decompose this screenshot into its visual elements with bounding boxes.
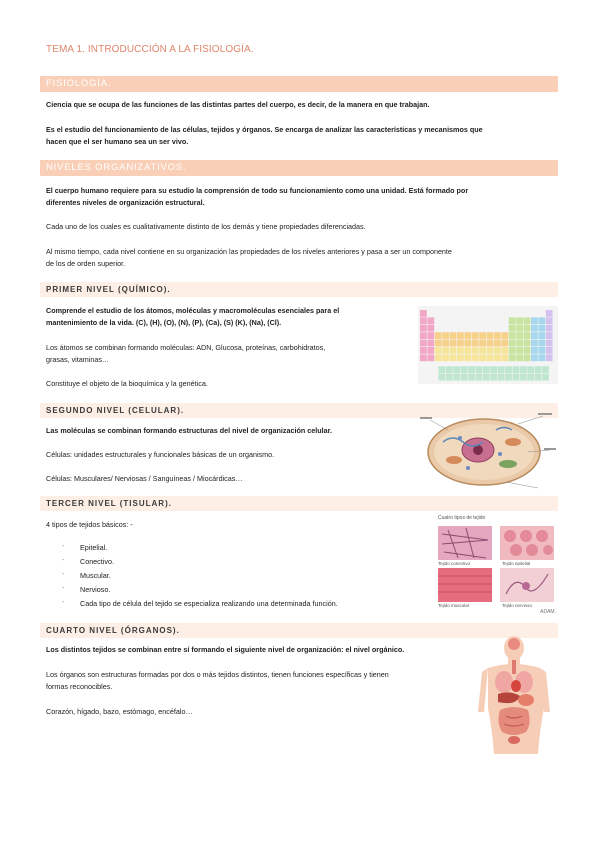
periodic-table-cell bbox=[479, 332, 486, 339]
periodic-table-cell bbox=[527, 366, 534, 373]
subsection-heading-cuarto: CUARTO NIVEL (ÓRGANOS). bbox=[40, 623, 558, 638]
periodic-table-cell bbox=[446, 366, 453, 373]
periodic-table-cell bbox=[435, 340, 442, 347]
periodic-table-cell bbox=[457, 347, 464, 354]
periodic-table-cell bbox=[538, 354, 545, 361]
periodic-table-cell bbox=[516, 317, 523, 324]
primer-paragraph-1a: Comprende el estudio de los átomos, moléculas y macromoléculas esenciales para el bbox=[46, 306, 340, 315]
periodic-table-cell bbox=[420, 317, 427, 324]
periodic-table-cell bbox=[524, 317, 531, 324]
fisiologia-paragraph-2b: hacen que el ser humano sea un ser vivo. bbox=[46, 137, 189, 146]
periodic-table-cell bbox=[509, 340, 516, 347]
periodic-table-cell bbox=[464, 347, 471, 354]
periodic-table-cell bbox=[457, 332, 464, 339]
periodic-table-cell bbox=[531, 325, 538, 332]
periodic-table-cell bbox=[453, 374, 460, 381]
periodic-table-cell bbox=[538, 325, 545, 332]
periodic-table-cell bbox=[420, 310, 427, 317]
subsection-heading-tercer: TERCER NIVEL (TISULAR). bbox=[40, 496, 558, 511]
periodic-table-cell bbox=[516, 332, 523, 339]
periodic-table-cell bbox=[490, 374, 497, 381]
periodic-table-cell bbox=[427, 332, 434, 339]
periodic-table-cell bbox=[461, 366, 468, 373]
periodic-table-cell bbox=[501, 332, 508, 339]
list-item-especializacion: Cada tipo de célula del tejido se especializa realizando una determinada función. bbox=[80, 599, 338, 608]
periodic-table-cell bbox=[442, 347, 449, 354]
tissue-label-conectivo: Tejido conectivo bbox=[438, 561, 471, 566]
section-heading-niveles: NIVELES ORGANIZATIVOS. bbox=[40, 160, 558, 176]
niveles-paragraph-3a: Al mismo tiempo, cada nivel contiene en su organización las propiedades de los niveles anteriores y pasa a ser un componente bbox=[46, 247, 452, 256]
periodic-table-cell bbox=[509, 332, 516, 339]
primer-paragraph-2b: grasas, vitaminas… bbox=[46, 355, 110, 364]
periodic-table-cell bbox=[464, 354, 471, 361]
periodic-table-cell bbox=[520, 374, 527, 381]
periodic-table-cell bbox=[472, 354, 479, 361]
list-item-epitelial: Epitelial. bbox=[80, 543, 108, 552]
periodic-table-cell bbox=[498, 366, 505, 373]
periodic-table-cell bbox=[453, 366, 460, 373]
periodic-table-cell bbox=[531, 332, 538, 339]
periodic-table-cell bbox=[509, 317, 516, 324]
periodic-table-cell bbox=[472, 347, 479, 354]
segundo-paragraph-3: Células: Musculares/ Nerviosas / Sanguíneas / Miocárdicas… bbox=[46, 474, 243, 483]
niveles-paragraph-1a: El cuerpo humano requiere para su estudio la comprensión de todo su funcionamiento como una unidad. Está formado por bbox=[46, 186, 469, 195]
periodic-table-cell bbox=[457, 354, 464, 361]
list-bullet: - bbox=[62, 543, 65, 550]
periodic-table-cell bbox=[501, 347, 508, 354]
periodic-table-cell bbox=[494, 340, 501, 347]
periodic-table-cell bbox=[524, 340, 531, 347]
periodic-table-cell bbox=[538, 317, 545, 324]
list-item-nervioso: Nervioso. bbox=[80, 585, 111, 594]
periodic-table-cell bbox=[476, 374, 483, 381]
periodic-table-cell bbox=[442, 332, 449, 339]
periodic-table-cell bbox=[450, 347, 457, 354]
periodic-table-cell bbox=[420, 340, 427, 347]
periodic-table-cell bbox=[461, 374, 468, 381]
periodic-table-cell bbox=[509, 347, 516, 354]
periodic-table-cell bbox=[450, 332, 457, 339]
periodic-table-cell bbox=[439, 366, 446, 373]
periodic-table-cell bbox=[546, 354, 553, 361]
list-item-conectivo: Conectivo. bbox=[80, 557, 114, 566]
periodic-table-cell bbox=[472, 332, 479, 339]
periodic-table-cell bbox=[524, 325, 531, 332]
periodic-table-cell bbox=[494, 332, 501, 339]
periodic-table-cell bbox=[483, 366, 490, 373]
periodic-table-cell bbox=[505, 366, 512, 373]
periodic-table-cell bbox=[546, 310, 553, 317]
periodic-table-cell bbox=[535, 374, 542, 381]
periodic-table-cell bbox=[479, 340, 486, 347]
primer-paragraph-3: Constituye el objeto de la bioquímica y la genética. bbox=[46, 379, 208, 388]
primer-paragraph-2a: Los átomos se combinan formando moléculas: ADN, Glucosa, proteínas, carbohidratos, bbox=[46, 343, 326, 352]
section-heading-fisiologia: FISIOLOGÍA. bbox=[40, 76, 558, 92]
cuarto-paragraph-3: Corazón, hígado, bazo, estómago, encéfalo… bbox=[46, 707, 193, 716]
tissue-types-image bbox=[436, 515, 558, 615]
subsection-heading-segundo: SEGUNDO NIVEL (CELULAR). bbox=[40, 403, 558, 418]
periodic-table-cell bbox=[468, 366, 475, 373]
periodic-table-cell bbox=[524, 354, 531, 361]
document-title: TEMA 1. INTRODUCCIÓN A LA FISIOLOGÍA. bbox=[46, 44, 254, 55]
list-bullet: - bbox=[62, 557, 65, 564]
periodic-table-cell bbox=[483, 374, 490, 381]
periodic-table-cell bbox=[457, 340, 464, 347]
periodic-table-cell bbox=[468, 374, 475, 381]
list-bullet: - bbox=[62, 599, 65, 606]
periodic-table-cell bbox=[501, 354, 508, 361]
tissue-figure-title: Cuatro tipos de tejido bbox=[438, 515, 486, 521]
tissue-label-nervioso: Tejido nervioso bbox=[502, 603, 533, 608]
periodic-table-cell bbox=[535, 366, 542, 373]
periodic-table-cell bbox=[531, 347, 538, 354]
periodic-table-cell bbox=[516, 354, 523, 361]
periodic-table-cell bbox=[546, 347, 553, 354]
periodic-table-cell bbox=[538, 340, 545, 347]
niveles-paragraph-3b: de los de orden superior. bbox=[46, 259, 126, 268]
periodic-table-cell bbox=[516, 325, 523, 332]
periodic-table-cell bbox=[420, 325, 427, 332]
periodic-table-cell bbox=[509, 354, 516, 361]
tissue-label-epitelial: Tejido epitelial bbox=[502, 561, 531, 566]
list-item-muscular: Muscular. bbox=[80, 571, 111, 580]
periodic-table-cell bbox=[479, 354, 486, 361]
cuarto-paragraph-1: Los distintos tejidos se combinan entre sí formando el siguiente nivel de organización: el nivel orgánico. bbox=[46, 645, 405, 654]
periodic-table-cell bbox=[435, 347, 442, 354]
periodic-table-cell bbox=[487, 347, 494, 354]
tissue-figure-credit: ADAM. bbox=[540, 609, 556, 615]
periodic-table-cell bbox=[435, 332, 442, 339]
subsection-heading-primer: PRIMER NIVEL (QUÍMICO). bbox=[40, 282, 558, 297]
fisiologia-paragraph-1: Ciencia que se ocupa de las funciones de las distintas partes del cuerpo, es decir, de la manera en que trabajan. bbox=[46, 100, 430, 109]
periodic-table-cell bbox=[494, 347, 501, 354]
list-bullet: - bbox=[62, 571, 65, 578]
periodic-table-cell bbox=[487, 354, 494, 361]
periodic-table-cell bbox=[427, 354, 434, 361]
segundo-paragraph-1: Las moléculas se combinan formando estructuras del nivel de organización celular. bbox=[46, 426, 332, 435]
periodic-table-cell bbox=[439, 374, 446, 381]
periodic-table-cell bbox=[427, 317, 434, 324]
periodic-table-cell bbox=[476, 366, 483, 373]
periodic-table-cell bbox=[524, 347, 531, 354]
periodic-table-cell bbox=[442, 354, 449, 361]
periodic-table-cell bbox=[498, 374, 505, 381]
periodic-table-cell bbox=[450, 354, 457, 361]
primer-paragraph-1b: mantenimiento de la vida. (C), (H), (O), (N), (P), (Ca), (S) (K), (Na), (Cl). bbox=[46, 318, 282, 327]
periodic-table-cell bbox=[546, 325, 553, 332]
periodic-table-cell bbox=[513, 366, 520, 373]
periodic-table-cell bbox=[490, 366, 497, 373]
periodic-table-cell bbox=[531, 340, 538, 347]
cell-diagram-image bbox=[418, 402, 558, 492]
periodic-table-cell bbox=[527, 374, 534, 381]
periodic-table-image bbox=[418, 306, 558, 384]
periodic-table-cell bbox=[520, 366, 527, 373]
periodic-table-cell bbox=[427, 325, 434, 332]
periodic-table-cell bbox=[450, 340, 457, 347]
periodic-table-cell bbox=[516, 347, 523, 354]
niveles-paragraph-1b: diferentes niveles de organización estructural. bbox=[46, 198, 205, 207]
niveles-paragraph-2: Cada uno de los cuales es cualitativamente distinto de los demás y tiene propiedades diferenciadas. bbox=[46, 222, 366, 231]
periodic-table-cell bbox=[420, 347, 427, 354]
human-organs-image bbox=[474, 636, 554, 754]
periodic-table-cell bbox=[427, 347, 434, 354]
periodic-table-cell bbox=[538, 332, 545, 339]
cuarto-paragraph-2b: formas reconocibles. bbox=[46, 682, 113, 691]
periodic-table-cell bbox=[427, 340, 434, 347]
cuarto-paragraph-2a: Los órganos son estructuras formadas por dos o más tejidos distintos, tienen funciones específicas y tienen bbox=[46, 670, 389, 679]
periodic-table-cell bbox=[464, 340, 471, 347]
list-bullet: - bbox=[62, 585, 65, 592]
periodic-table-cell bbox=[542, 374, 549, 381]
periodic-table-cell bbox=[505, 374, 512, 381]
periodic-table-cell bbox=[472, 340, 479, 347]
periodic-table-cell bbox=[479, 347, 486, 354]
fisiologia-paragraph-2a: Es el estudio del funcionamiento de las células, tejidos y órganos. Se encarga de analizar las características y mecanismos que bbox=[46, 125, 483, 134]
tissue-label-muscular: Tejido muscular bbox=[438, 603, 470, 608]
periodic-table-cell bbox=[487, 332, 494, 339]
periodic-table-cell bbox=[542, 366, 549, 373]
periodic-table-cell bbox=[531, 354, 538, 361]
periodic-table-cell bbox=[487, 340, 494, 347]
periodic-table-cell bbox=[494, 354, 501, 361]
periodic-table-cell bbox=[513, 374, 520, 381]
segundo-paragraph-2: Células: unidades estructurales y funcionales básicas de un organismo. bbox=[46, 450, 275, 459]
periodic-table-cell bbox=[546, 317, 553, 324]
periodic-table-cell bbox=[501, 340, 508, 347]
tercer-intro: 4 tipos de tejidos básicos: - bbox=[46, 520, 133, 529]
periodic-table-cell bbox=[524, 332, 531, 339]
periodic-table-cell bbox=[509, 325, 516, 332]
periodic-table-cell bbox=[546, 340, 553, 347]
periodic-table-cell bbox=[420, 332, 427, 339]
periodic-table-cell bbox=[446, 374, 453, 381]
periodic-table-cell bbox=[464, 332, 471, 339]
periodic-table-cell bbox=[538, 347, 545, 354]
periodic-table-cell bbox=[546, 332, 553, 339]
periodic-table-cell bbox=[442, 340, 449, 347]
periodic-table-cell bbox=[435, 354, 442, 361]
periodic-table-cell bbox=[531, 317, 538, 324]
periodic-table-cell bbox=[420, 354, 427, 361]
periodic-table-cell bbox=[516, 340, 523, 347]
